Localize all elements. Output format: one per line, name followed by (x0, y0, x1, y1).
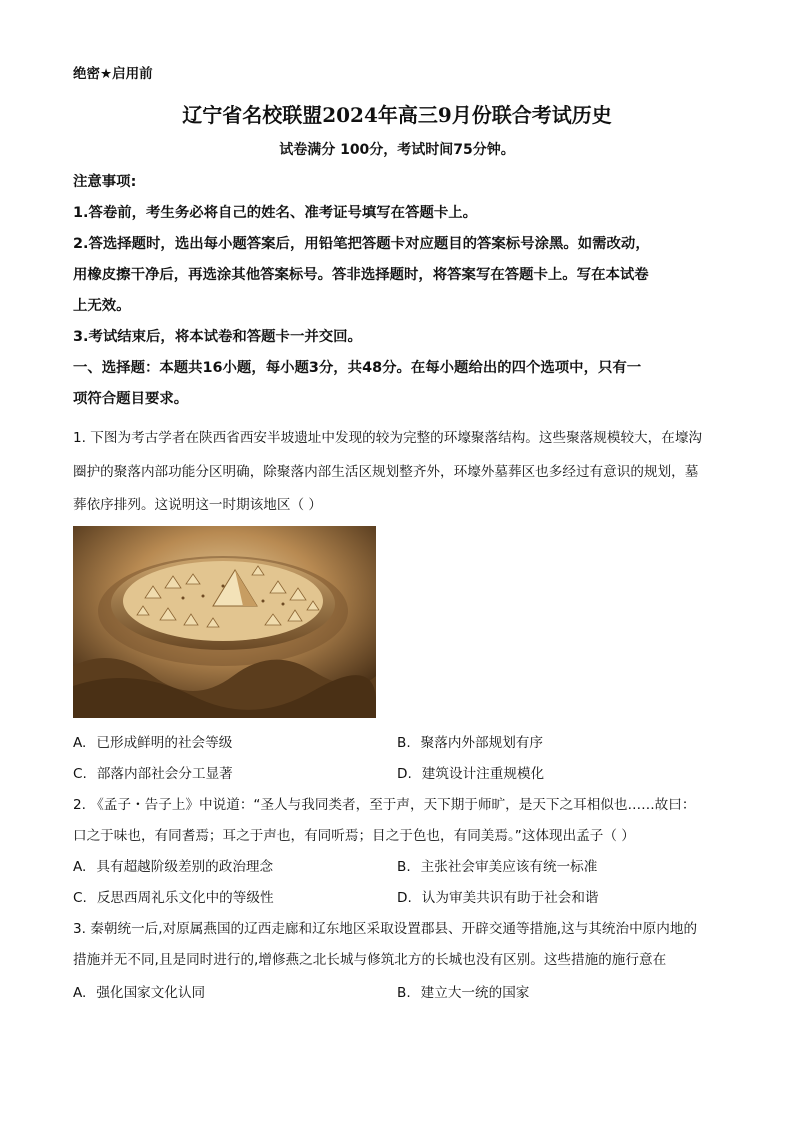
notes-item-1: 1.答卷前，考生务必将自己的姓名、准考证号填写在答题卡上。 (73, 205, 478, 221)
option-text: 已形成鲜明的社会等级 (96, 735, 233, 751)
q1-option-a[interactable] (73, 733, 232, 753)
q2-option-b[interactable] (397, 857, 597, 877)
q3-option-a[interactable] (73, 983, 205, 1003)
q2-option-d[interactable] (397, 888, 599, 908)
option-letter: A. (73, 985, 87, 1001)
option-text: 认为审美共识有助于社会和谐 (421, 890, 599, 906)
q1-stem-line-3: 葬依序排列。这说明这一时期该地区（ ） (73, 497, 323, 513)
q3-stem-line-2: 措施并无不同,且是同时进行的,增修燕之北长城与修筑北方的长城也没有区别。这些措施的施行意在 (73, 952, 667, 968)
option-letter: B. (397, 735, 411, 751)
q3-stem-line-1: 3. 秦朝统一后,对原属燕国的辽西走廊和辽东地区采取设置郡县、开辟交通等措施,这与其统治中原内地的 (73, 921, 698, 937)
notes-item-2-line-1: 2.答选择题时，选出每小题答案后，用铅笔把答题卡对应题目的答案标号涂黑。如需改动， (73, 236, 650, 252)
notes-heading: 注意事项: (73, 174, 137, 190)
option-text: 具有超越阶级差别的政治理念 (96, 859, 274, 875)
option-letter: D. (397, 890, 412, 906)
q2-stem-line-1: 2. 《孟子・告子上》中说道：“圣人与我同类者，至于声，天下期于师旷，是天下之耳相似也……故曰： (73, 797, 696, 813)
confidential-mark: 绝密★启用前 (73, 66, 153, 82)
banpo-settlement-photo (73, 526, 376, 718)
option-letter: C. (73, 890, 87, 906)
q1-stem-line-2: 圈护的聚落内部功能分区明确，除聚落内部生活区规划整齐外，环壕外墓葬区也多经过有意识的规划，墓 (73, 464, 699, 480)
section-heading-line-1: 一、选择题：本题共16小题，每小题3分，共48分。在每小题给出的四个选项中，只有一 (73, 360, 642, 376)
notes-item-2-line-3: 上无效。 (73, 298, 131, 314)
exam-subtitle: 试卷满分 100分，考试时间75分钟。 (279, 142, 515, 158)
option-letter: D. (397, 766, 412, 782)
q2-stem-line-2: 口之于味也，有同耆焉；耳之于声也，有同听焉；目之于色也，有同美焉。”这体现出孟子（ ） (73, 828, 635, 844)
q3-option-b[interactable] (397, 983, 529, 1003)
page-title: 辽宁省名校联盟2024年高三9月份联合考试历史 (182, 103, 612, 127)
notes-item-3: 3.考试结束后，将本试卷和答题卡一并交回。 (73, 329, 362, 345)
option-letter: B. (397, 859, 411, 875)
q2-option-c[interactable] (73, 888, 274, 908)
q2-option-a[interactable] (73, 857, 273, 877)
option-letter: C. (73, 766, 87, 782)
option-text: 建筑设计注重规模化 (421, 766, 545, 782)
q1-option-d[interactable] (397, 764, 544, 784)
option-letter: A. (73, 859, 87, 875)
option-letter: A. (73, 735, 87, 751)
option-text: 主张社会审美应该有统一标准 (420, 859, 598, 875)
option-text: 聚落内外部规划有序 (420, 735, 543, 751)
q1-option-b[interactable] (397, 733, 543, 753)
q1-option-c[interactable] (73, 764, 233, 784)
q1-stem-line-1: 1. 下图为考古学者在陕西省西安半坡遗址中发现的较为完整的环壕聚落结构。这些聚落规模较大，在壕沟 (73, 430, 703, 446)
option-text: 强化国家文化认同 (96, 985, 206, 1001)
settlement-model-image (73, 526, 376, 718)
section-heading-line-2: 项符合题目要求。 (73, 391, 189, 407)
option-text: 部落内部社会分工显著 (96, 766, 233, 782)
notes-item-2-line-2: 用橡皮擦干净后，再选涂其他答案标号。答非选择题时，将答案写在答题卡上。写在本试卷 (73, 267, 649, 283)
option-text: 反思西周礼乐文化中的等级性 (96, 890, 274, 906)
option-text: 建立大一统的国家 (420, 985, 530, 1001)
option-letter: B. (397, 985, 411, 1001)
